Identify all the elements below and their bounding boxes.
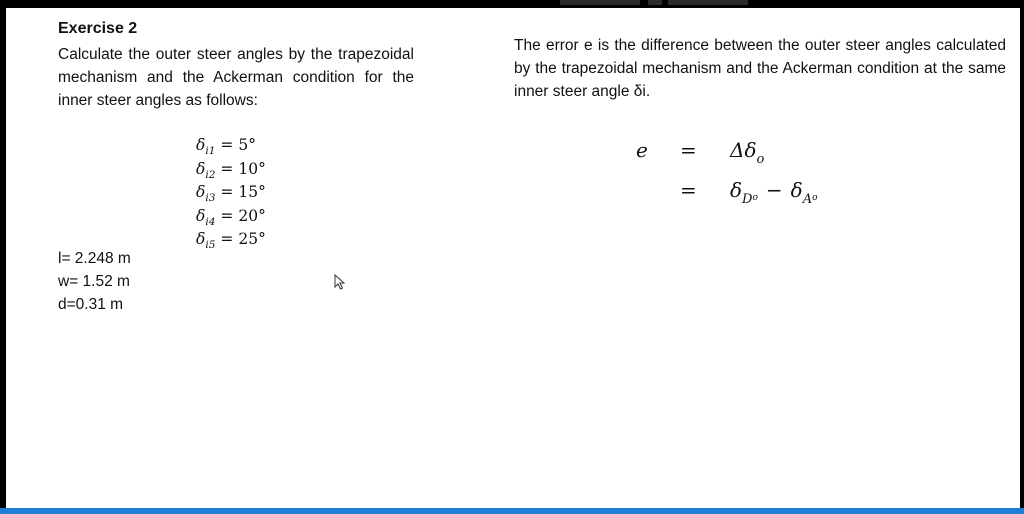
equation-lhs: e xyxy=(636,138,648,162)
equation-rhs-2: $\delta_Do - \delta_Ao$ xyxy=(730,178,818,207)
bottom-accent-strip xyxy=(0,508,1024,514)
equation-rhs-1: $\Delta\delta_o$ xyxy=(730,138,765,167)
inner-angle-row: $\delta_{i3} = 15^\circ$ xyxy=(196,183,266,204)
angle-value: 15° xyxy=(238,183,266,201)
angle-value: 20° xyxy=(238,206,266,225)
error-equation xyxy=(636,130,876,210)
mouse-pointer-icon xyxy=(334,274,346,290)
parameter-width: w= 1.52 m xyxy=(58,273,130,290)
equation-relation: = xyxy=(680,138,697,162)
toolbar-segment xyxy=(668,0,748,5)
equation-relation: = xyxy=(680,178,697,202)
exercise-title: Exercise 2 xyxy=(58,20,138,37)
instruction-text: Calculate the outer steer angles by the trapezoidal mechanism and the Ackerman condition for the inner steer angles as follows: xyxy=(58,46,414,109)
equation-line-1 xyxy=(636,130,876,170)
inner-angle-row: $\delta_{i2} = 10^\circ$ xyxy=(196,159,266,181)
angle-value: 5° xyxy=(238,136,257,154)
toolbar-segment xyxy=(560,0,640,5)
angle-value: 10° xyxy=(238,159,266,178)
inner-angle-list xyxy=(196,134,266,252)
inner-angle-row: $\delta_{i4} = 20^\circ$ xyxy=(196,206,266,228)
top-toolbar-strip xyxy=(420,0,790,8)
inner-angle-row: $\delta_{i5} = 25^\circ$ xyxy=(196,230,266,251)
equation-line-2 xyxy=(636,170,876,210)
inner-angle-row: $\delta_{i1} = 5^\circ$ xyxy=(196,136,257,157)
error-definition-text: The error e is the difference between the outer steer angles calculated by the trapezoidal mechanism and the Ackerman condition at the same inner steer angle δi. xyxy=(514,37,1006,100)
parameter-length: l= 2.248 m xyxy=(58,250,131,267)
toolbar-segment xyxy=(648,0,662,5)
parameter-list xyxy=(58,247,131,316)
angle-value: 25° xyxy=(238,230,266,248)
parameter-d: d=0.31 m xyxy=(58,296,124,313)
